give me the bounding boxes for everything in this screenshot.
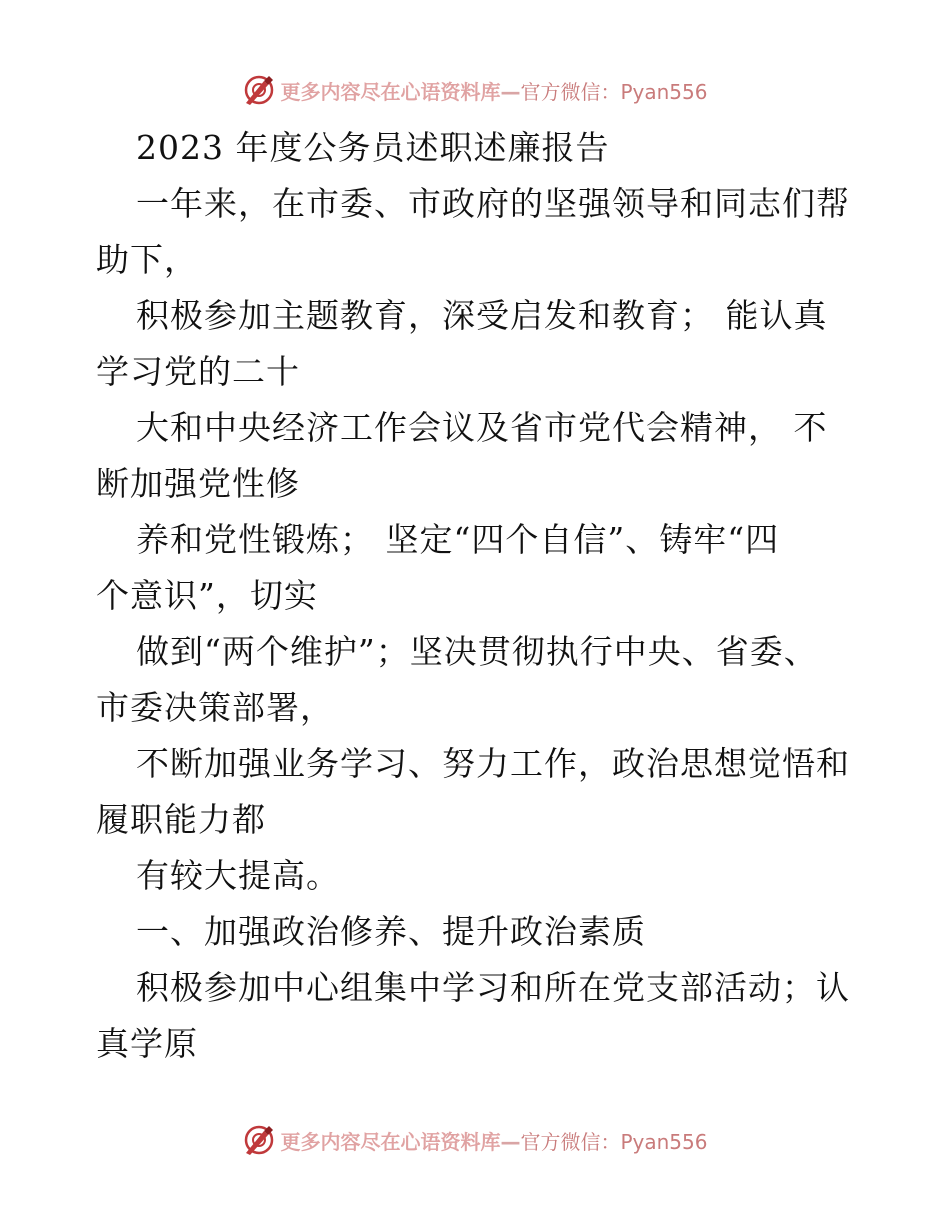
watermark-dash: — (500, 1129, 521, 1154)
watermark-dash: — (500, 79, 521, 104)
text-line: 市委决策部署， (96, 688, 334, 727)
watermark-text (280, 1126, 707, 1155)
logo-icon (242, 1123, 276, 1157)
document-body (96, 120, 856, 1072)
text-line: 积极参加中心组集中学习和所在党支部活动；认 (136, 968, 850, 1007)
text-line: 积极参加主题教育，深受启发和教育； 能认真 (136, 296, 828, 335)
watermark-footer (0, 1120, 950, 1160)
section-heading: 一、加强政治修养、提升政治素质 (136, 912, 646, 951)
document-title: 2023 年度公务员述职述廉报告 (136, 128, 610, 167)
text-line: 履职能力都 (96, 800, 266, 839)
text-line: 不断加强业务学习、努力工作，政治思想觉悟和 (136, 744, 850, 783)
text-line: 个意识”，切实 (96, 576, 318, 615)
text-line: 有较大提高。 (136, 856, 340, 895)
watermark-sub-text: 官方微信：Pyan556 (520, 1129, 708, 1154)
text-line: 养和党性锻炼； 坚定“四个自信”、铸牢“四 (136, 520, 780, 559)
text-line: 真学原 (96, 1024, 198, 1063)
watermark-text (280, 76, 707, 105)
text-line: 一年来，在市委、市政府的坚强领导和同志们帮 (136, 184, 850, 223)
text-line: 断加强党性修 (96, 464, 300, 503)
watermark-header (0, 70, 950, 110)
text-line: 学习党的二十 (96, 352, 300, 391)
text-line: 助下， (96, 240, 198, 279)
text-line: 做到“两个维护”；坚决贯彻执行中央、省委、 (136, 632, 818, 671)
watermark-main-text: 更多内容尽在心语资料库 (280, 1129, 501, 1154)
text-line: 大和中央经济工作会议及省市党代会精神， 不 (136, 408, 828, 447)
watermark-main-text: 更多内容尽在心语资料库 (280, 79, 501, 104)
logo-icon (242, 73, 276, 107)
watermark-sub-text: 官方微信：Pyan556 (520, 79, 708, 104)
